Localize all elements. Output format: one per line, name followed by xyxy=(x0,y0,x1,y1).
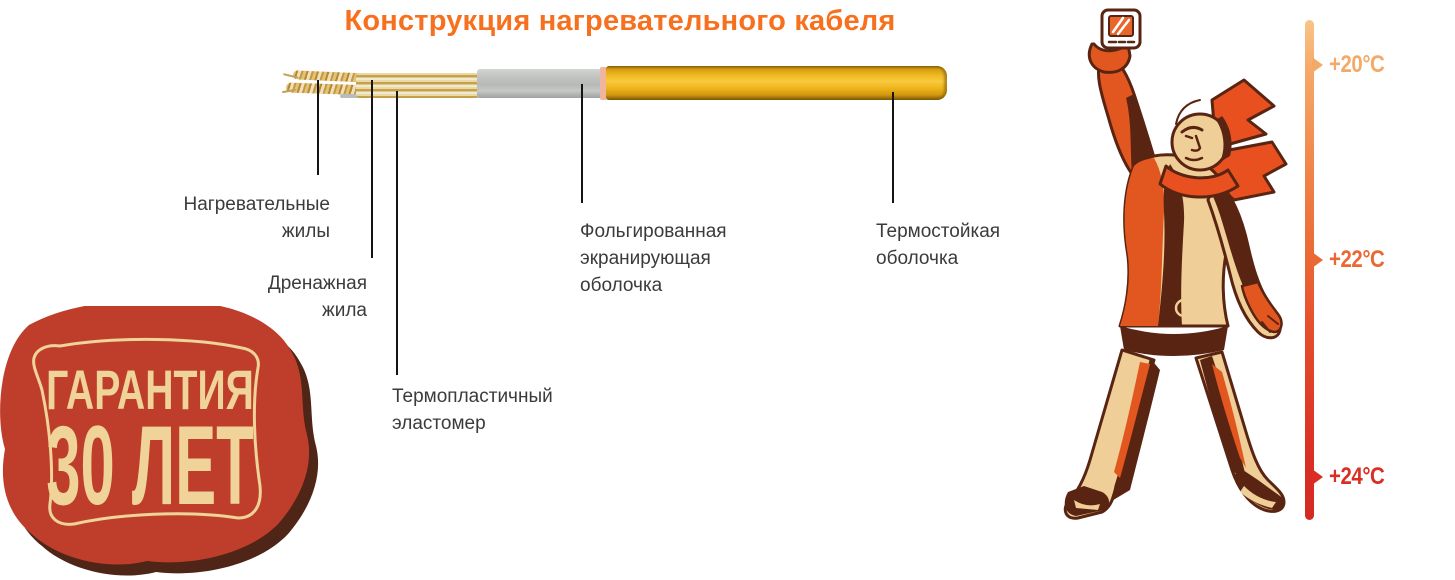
scale-marker-22c xyxy=(1312,252,1323,268)
label-line: Фольгированная xyxy=(580,221,727,242)
temp-label-22c: +22°C xyxy=(1329,246,1385,273)
leader-line-elastomer xyxy=(396,91,398,375)
outer-yellow-jacket xyxy=(606,66,947,100)
label-heating-cores xyxy=(140,191,330,245)
leader-line-sheath xyxy=(892,92,894,203)
label-line: жила xyxy=(322,300,367,321)
scale-marker-24c xyxy=(1312,469,1323,485)
thermostat-icon xyxy=(1102,10,1140,48)
leader-line-foil-shield xyxy=(581,84,583,203)
label-line: оболочка xyxy=(876,248,959,269)
label-line: оболочка xyxy=(580,275,663,296)
foil-shield-section xyxy=(477,69,604,98)
scale-marker-20c xyxy=(1312,57,1323,73)
leader-line-drain-core xyxy=(371,80,373,258)
temp-label-20c: +20°C xyxy=(1329,51,1385,78)
label-line: эластомер xyxy=(392,413,486,434)
label-foil-shield xyxy=(580,218,810,299)
label-line: жилы xyxy=(281,221,330,242)
right-leg xyxy=(1196,352,1284,511)
page-title: Конструкция нагревательного кабеля xyxy=(344,5,896,37)
warranty-30-years-badge xyxy=(0,306,320,580)
elastomer-core-bundle xyxy=(356,73,477,98)
label-thermoplastic-elastomer xyxy=(392,383,612,437)
man-holding-thermostat-illustration xyxy=(1062,8,1302,524)
temperature-gradient-bar xyxy=(1305,20,1314,520)
label-line: Термостойкая xyxy=(876,221,1001,242)
temp-label-24c: +24°C xyxy=(1329,463,1385,490)
label-line: Дренажная xyxy=(267,273,367,294)
badge-bottom-text: 30 ЛЕТ xyxy=(46,403,254,529)
leader-line-heating-cores xyxy=(317,80,319,175)
label-line: Нагревательные xyxy=(183,194,330,215)
label-line: Термопластичный xyxy=(392,386,553,407)
label-line: экранирующая xyxy=(580,248,711,269)
badge-top-text: ГАРАНТИЯ xyxy=(46,359,254,422)
label-heat-resistant-sheath xyxy=(876,218,1076,272)
left-leg xyxy=(1065,350,1160,518)
